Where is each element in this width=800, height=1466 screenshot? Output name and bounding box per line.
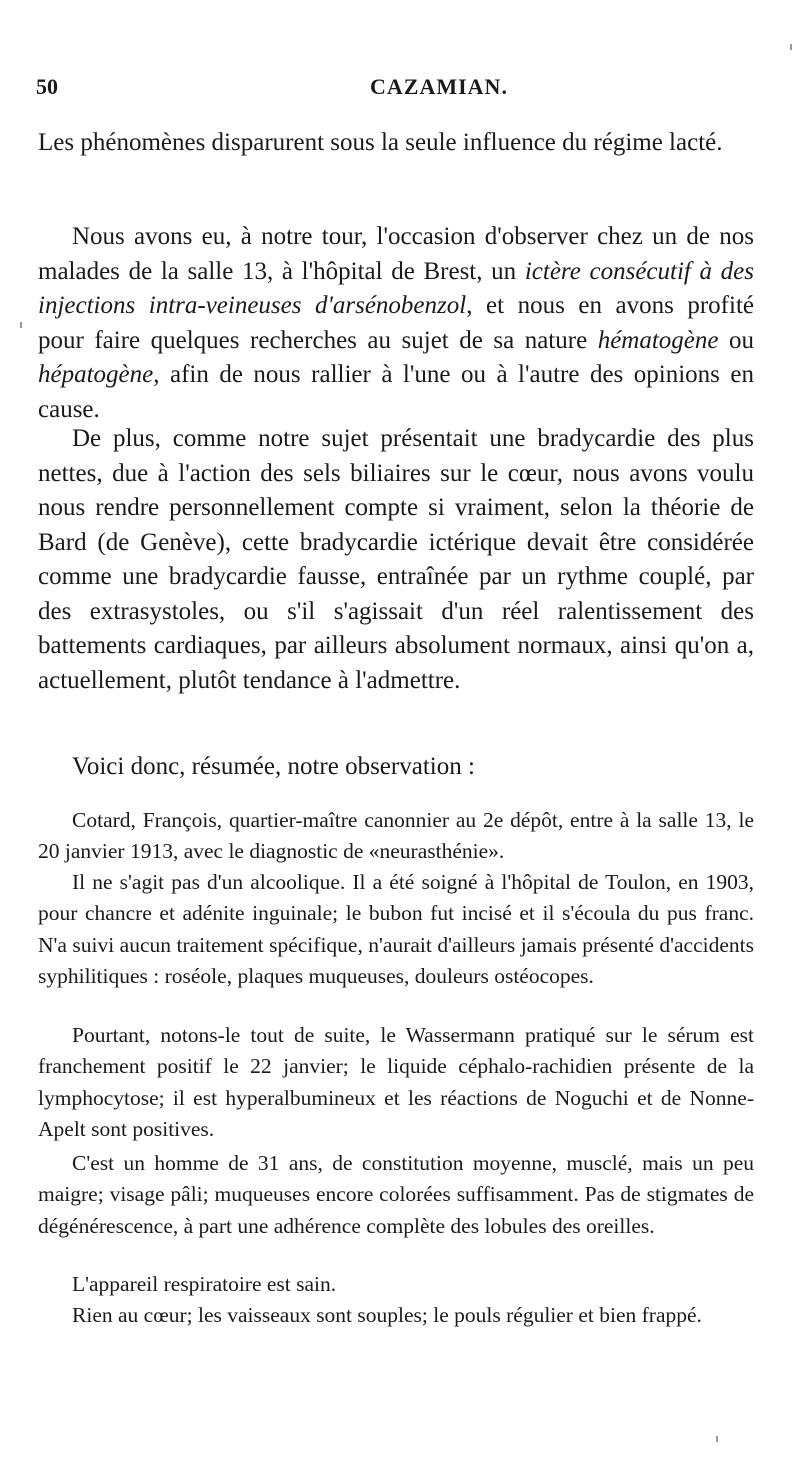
page-header <box>36 74 776 104</box>
italic-term-hematogene: hématogène <box>597 326 719 354</box>
paragraph-constitution: C'est un homme de 31 ans, de constitution moyenne, musclé, mais un peu maigre; visage pâli; muqueuses encore colorées suffisamment. Pas de stigmates de dégénérescence, à part une adhérence complète des lobules des oreilles. <box>38 1151 754 1238</box>
text-span: ou <box>718 326 754 354</box>
text-span: , et nous en avons profité pour faire quelques recherches au sujet de sa nature <box>38 292 754 354</box>
paragraph-lait-diet: Les phénomènes disparurent sous la seule influence du régime lacté. <box>38 129 723 156</box>
scan-speck <box>20 322 22 328</box>
paragraph-history: Il ne s'agit pas d'un alcoolique. Il a été soigné à l'hôpital de Toulon, en 1903, pour chancre et adénite inguinale; le bubon fut incisé et il s'écoula du pus franc. N'a suivi aucun traitement spécifique, n'aurait d'ailleurs jamais présenté d'accidents syphilitiques : roséole, plaques muqueuses, douleurs ostéocopes. <box>38 870 754 989</box>
paragraph-observation-heading: Voici donc, résumée, notre observation : <box>72 753 475 780</box>
text-span: Nous avons eu, à notre tour, l'occasion d'observer chez un de nos malades de la salle 13, à l'hôpital de Brest, un <box>38 223 754 285</box>
italic-term-hepatogene: hépatogène <box>38 361 154 388</box>
paragraph-bradycardie: De plus, comme notre sujet présentait une bradycardie des plus nettes, due à l'action des sels biliaires sur le cœur, nous avons voulu nous rendre personnellement compte si vraiment, selon la théorie de Bard (de Genève), cette bradycardie ictérique devait être considérée comme une bradycardie fausse, entraînée par un rythme couplé, par des extrasystoles, ou s'il s'agissait d'un réel ralentissement des battements cardiaques, par ailleurs absolument normaux, ainsi qu'on a, actuellement, plutôt tendance à l'admettre. <box>38 425 754 694</box>
running-title: CAZAMIAN. <box>370 74 508 99</box>
paragraph-observation-intro <box>38 220 754 427</box>
paragraph-patient-entry: Cotard, François, quartier-maître canonnier au 2e dépôt, entre à la salle 13, le 20 janvier 1913, avec le diagnostic de «neurasthénie». <box>38 808 754 864</box>
page-number: 50 <box>36 74 58 99</box>
paragraph-heart: Rien au cœur; les vaisseaux sont souples; le pouls régulier et bien frappé. <box>72 1303 702 1327</box>
paragraph-respiratory: L'appareil respiratoire est sain. <box>72 1272 337 1296</box>
scan-speck <box>716 1436 718 1442</box>
italic-term-icterus: ictère consécutif à des injections intra-veineuses d'arsénobenzol <box>38 257 754 319</box>
scan-speck <box>790 44 792 50</box>
paragraph-wassermann: Pourtant, notons-le tout de suite, le Wassermann pratiqué sur le sérum est franchement positif le 22 janvier; le liquide céphalo-rachidien présente de la lymphocytose; il est hyperalbumineux et les réactions de Noguchi et de Nonne-Apelt sont positives. <box>38 1023 754 1142</box>
text-span: , afin de nous rallier à l'une ou à l'autre des opinions en cause. <box>38 361 754 423</box>
